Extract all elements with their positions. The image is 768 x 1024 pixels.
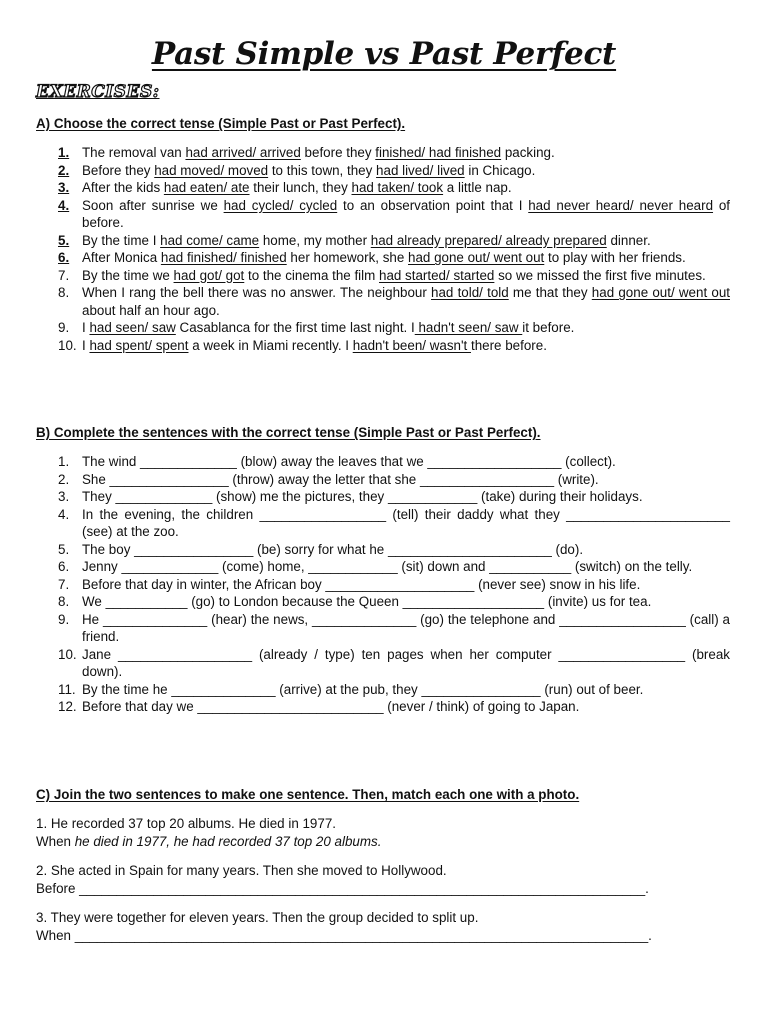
sentence-text: The wind _____________ (blow) away the leaves that we __________________ (collect). — [82, 454, 616, 469]
sentence-text: about half an hour ago. — [82, 302, 220, 318]
section-b-item — [36, 558, 730, 576]
item-number: 6. — [58, 250, 70, 265]
sentence-text: By the time I — [82, 232, 161, 248]
sentence-text: Jenny _____________ (come) home, ____________ (sit) down and ___________ (switch) on the telly. — [82, 559, 693, 574]
exercises-label: EXERCISES: — [36, 82, 160, 102]
page-title: Past Simple vs Past Perfect — [151, 36, 617, 72]
sentence-text: to an observation point that I — [337, 197, 529, 213]
section-a-item — [36, 232, 730, 250]
section-b-item — [36, 471, 730, 489]
section-b-item — [36, 681, 730, 699]
sentence-text: Before that day in winter, the African boy ____________________ (never see) snow in his life. — [82, 576, 641, 592]
sentence-text: to this town, they — [268, 162, 377, 178]
section-a-item — [36, 337, 730, 355]
item-number: 2. — [58, 471, 70, 487]
answer-options: had already prepared/ already prepared — [370, 232, 607, 248]
answer-options: had arrived/ arrived — [185, 145, 301, 160]
item-number: 6. — [58, 559, 70, 574]
answer-options: hadn't been/ wasn't — [352, 337, 471, 353]
section-b-item — [36, 611, 730, 646]
item-number: 1. — [58, 145, 70, 160]
section-b-item — [36, 593, 730, 611]
section-a-item — [36, 179, 730, 197]
answer-1 — [36, 833, 736, 851]
section-a-item — [36, 267, 730, 285]
item-number: 3. — [58, 180, 70, 195]
section-a-item — [36, 249, 730, 267]
sentence-text: By the time we — [82, 267, 174, 283]
answer-options: finished/ had finished — [375, 145, 502, 160]
sentence-text: Soon after sunrise we — [82, 197, 224, 213]
section-a-item — [36, 284, 730, 319]
section-a-list — [36, 144, 730, 354]
sentence-text: By the time he ______________ (arrive) at the pub, they ________________ (run) out of beer. — [82, 681, 644, 697]
sentence-text: her homework, she — [286, 250, 409, 265]
answer-options: had started/ started — [379, 267, 495, 283]
sentence-text: to the cinema the film — [244, 267, 379, 283]
answer-options: had eaten/ ate — [163, 180, 250, 195]
sentence-text: it before. — [522, 320, 575, 335]
section-a-item — [36, 162, 730, 180]
section-b-item — [36, 541, 730, 559]
item-number: 4. — [58, 506, 70, 522]
section-b-item — [36, 506, 730, 541]
sentence-text: I — [82, 320, 90, 335]
sentence-text: She ________________ (throw) away the letter that she __________________ (write). — [82, 471, 599, 487]
sentence-text: After the kids — [82, 180, 164, 195]
sentence-text: dinner. — [606, 232, 651, 248]
item-number: 8. — [58, 594, 70, 609]
sentence-text: there before. — [470, 337, 547, 353]
item-number: 9. — [58, 611, 70, 627]
sentence-text: I — [82, 337, 90, 353]
sentence-text: When I rang the bell there was no answer. The neighbour — [82, 285, 432, 300]
item-number: 11. — [58, 681, 76, 697]
answer-2-blank: Before ____________________________________________________________________________. — [36, 881, 649, 896]
sentence-text: Before that day we _________________________ (never / think) of going to Japan. — [82, 699, 580, 714]
sentence-text: After Monica — [82, 250, 161, 265]
answer-3-blank: When _____________________________________________________________________________. — [36, 928, 652, 943]
section-c-item-2 — [36, 862, 736, 898]
section-b-item — [36, 698, 730, 716]
section-b-heading: B) Complete the sentences with the correct tense (Simple Past or Past Perfect). — [36, 425, 541, 440]
sentence-text: The boy ________________ (be) sorry for what he ______________________ (do). — [82, 541, 584, 557]
sentence-text: of before. — [82, 197, 731, 230]
answer-1-prefix: When — [36, 834, 75, 849]
answer-1-text: he died in 1977, he had recorded 37 top 20 albums. — [74, 834, 382, 849]
sentence-text: in Chicago. — [464, 162, 536, 178]
item-number: 5. — [58, 541, 70, 557]
sentence-text: Jane __________________ (already / type) ten pages when her computer _________________ (break down). — [82, 646, 730, 679]
sentence-text: packing. — [501, 145, 555, 160]
item-number: 10. — [58, 337, 77, 353]
section-b-list — [36, 453, 730, 716]
section-c-item-3 — [36, 909, 736, 945]
item-number: 3. — [58, 489, 70, 504]
sentence-text: home, my mother — [259, 232, 371, 248]
answer-options: had gone out/ went out — [408, 250, 545, 265]
sentence-text: their lunch, they — [249, 180, 352, 195]
sentence-text: They _____________ (show) me the pictures, they ____________ (take) during their holidays. — [82, 489, 643, 504]
item-number: 10. — [58, 646, 77, 662]
section-b-item — [36, 453, 730, 471]
answer-options: hadn't seen/ saw — [414, 320, 523, 335]
sentence-text: Casablanca for the first time last night. I — [175, 320, 415, 335]
item-number: 2. — [58, 162, 70, 178]
sentence-text: to play with her friends. — [544, 250, 686, 265]
item-number: 7. — [58, 576, 70, 592]
answer-options: had finished/ finished — [160, 250, 287, 265]
section-b-item — [36, 576, 730, 594]
answer-options: had seen/ saw — [89, 320, 176, 335]
section-c-item-1 — [36, 815, 736, 851]
answer-options: had taken/ took — [351, 180, 444, 195]
sentence-text: He ______________ (hear) the news, ______________ (go) the telephone and _________________ (call) a friend. — [82, 611, 730, 644]
question-3: 3. They were together for eleven years. Then the group decided to split up. — [36, 910, 479, 925]
answer-options: had gone out/ went out — [591, 285, 730, 300]
answer-options: had cycled/ cycled — [223, 197, 338, 213]
answer-options: had spent/ spent — [89, 337, 189, 353]
sentence-text: before they — [300, 145, 376, 160]
sentence-text: a little nap. — [443, 180, 512, 195]
sentence-text: so we missed the first five minutes. — [494, 267, 706, 283]
section-b-item — [36, 488, 730, 506]
sentence-text: Before they — [82, 162, 155, 178]
item-number: 12. — [58, 699, 77, 714]
answer-options: had told/ told — [431, 285, 509, 300]
item-number: 9. — [58, 320, 70, 335]
item-number: 5. — [58, 232, 70, 248]
section-b-item — [36, 646, 730, 681]
answer-options: had never heard/ never heard — [528, 197, 714, 213]
item-number: 8. — [58, 285, 70, 300]
section-a-item — [36, 319, 730, 337]
item-number: 4. — [58, 197, 70, 213]
answer-options: had lived/ lived — [376, 162, 465, 178]
sentence-text: The removal van — [82, 145, 186, 160]
sentence-text: In the evening, the children _________________ (tell) their daddy what they ______________________ (see) at the zoo. — [82, 506, 730, 539]
item-number: 7. — [58, 267, 70, 283]
section-a-heading: A) Choose the correct tense (Simple Past or Past Perfect). — [36, 116, 406, 131]
section-c-heading: C) Join the two sentences to make one sentence. Then, match each one with a photo. — [36, 787, 580, 802]
answer-options: had got/ got — [173, 267, 245, 283]
question-2: 2. She acted in Spain for many years. Then she moved to Hollywood. — [36, 863, 447, 878]
sentence-text: a week in Miami recently. I — [188, 337, 353, 353]
question-1: 1. He recorded 37 top 20 albums. He died in 1977. — [36, 816, 336, 831]
answer-options: had moved/ moved — [154, 162, 269, 178]
sentence-text: me that they — [508, 285, 592, 300]
section-a-item — [36, 144, 730, 162]
sentence-text: We ___________ (go) to London because the Queen ___________________ (invite) us for tea. — [82, 594, 652, 609]
item-number: 1. — [58, 454, 70, 469]
answer-options: had come/ came — [160, 232, 260, 248]
section-a-item — [36, 197, 730, 232]
